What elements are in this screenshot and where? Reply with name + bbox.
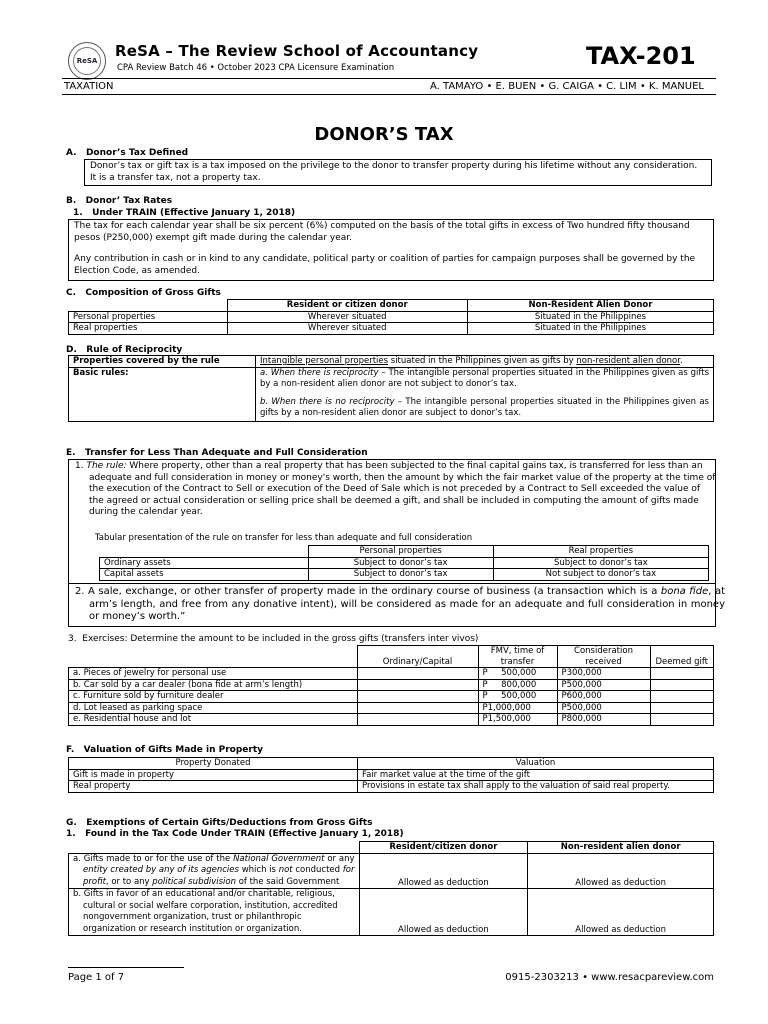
cell: P500,000 — [557, 702, 650, 714]
page-title: DONOR’S TAX — [314, 124, 454, 145]
section-b-sub: 1. Under TRAIN (Effective January 1, 2018) — [73, 208, 296, 218]
cell: P1,500,000 — [478, 714, 557, 726]
cell: P 800,000 — [478, 679, 557, 691]
table-row — [69, 853, 714, 889]
row-label: Ordinary assets — [100, 557, 309, 569]
cell: Wherever situated — [227, 311, 467, 323]
b-paragraph-2: Any contribution in cash or in kind to any candidate, political party or coalition of parties for campaign purposes shall be governed by the Election Code, as amended. — [74, 254, 696, 276]
table-row — [69, 668, 714, 680]
row-label: Properties covered by the rule — [69, 356, 256, 368]
cell: Wherever situated — [227, 323, 467, 335]
col-header: Ordinary/Capital — [357, 646, 478, 668]
text: or any — [324, 853, 355, 864]
cell — [650, 714, 714, 726]
col-header: FMV, time of transfer — [478, 646, 557, 668]
underlined-text: non-resident alien donor — [576, 356, 680, 366]
text: of the said Government — [236, 876, 340, 887]
text: conducted — [292, 865, 343, 875]
gross-gifts-table — [68, 299, 714, 335]
col-header: Personal properties — [308, 546, 493, 558]
cell: P500,000 — [557, 679, 650, 691]
blank-cell — [69, 646, 358, 668]
cell — [357, 679, 478, 691]
table-row — [100, 569, 709, 581]
section-f-heading: F. Valuation of Gifts Made in Property — [66, 745, 263, 755]
section-b-heading: B. Donor’ Tax Rates — [66, 196, 173, 206]
cell: Allowed as deduction — [359, 853, 528, 889]
cell: d. Lot leased as parking space — [69, 702, 358, 714]
cell: Situated in the Philippines — [467, 311, 713, 323]
exemption-a — [69, 853, 360, 889]
table-row — [69, 769, 714, 781]
table-row — [69, 323, 714, 335]
text: National Government — [233, 853, 325, 864]
valuation-table — [68, 757, 714, 793]
exercises-heading: 3. Exercises: Determine the amount to be included in the gross gifts (transfers inter vivos) — [68, 634, 479, 644]
cell — [357, 702, 478, 714]
text: , at arm’s length, and free from any donative intent), will be considered as made for an adequate and full consideration in money or money’s worth.” — [89, 586, 726, 622]
blank-cell — [69, 300, 228, 312]
table-row — [69, 702, 714, 714]
col-header: Deemed gift — [650, 646, 714, 668]
exemptions-table — [68, 841, 714, 936]
cell — [650, 702, 714, 714]
cell: a. Pieces of jewelry for personal use — [69, 668, 358, 680]
col-header: Property Donated — [69, 758, 358, 770]
section-g-sub: 1. Found in the Tax Code Under TRAIN (Effective January 1, 2018) — [66, 829, 404, 839]
text: 1. — [75, 461, 84, 471]
cell: Subject to donor’s tax — [493, 557, 708, 569]
col-header: Resident/citizen donor — [359, 842, 528, 854]
batch-info: CPA Review Batch 46 • October 2023 CPA Licensure Examination — [117, 63, 395, 73]
row-label: Personal properties — [69, 311, 228, 323]
basic-rules — [256, 368, 714, 422]
text: , or to any — [105, 876, 153, 887]
table-row — [69, 781, 714, 793]
text: a. When there is reciprocity — [260, 368, 379, 378]
contact-info: 0915-2303213 • www.resacpareview.com — [505, 972, 714, 983]
cell — [357, 691, 478, 703]
cell: P 500,000 — [478, 691, 557, 703]
authors: A. TAMAYO • E. BUEN • G. CAIGA • C. LIM • K. MANUEL — [429, 81, 704, 92]
section-a-box: Donor’s tax or gift tax is a tax imposed on the privilege to the donor to transfer property during his lifetime without any consideration. It is a transfer tax, not a property tax. — [84, 159, 712, 186]
section-g-heading: G. Exemptions of Certain Gifts/Deductions from Gross Gifts — [66, 818, 373, 828]
table-row — [69, 691, 714, 703]
table-row — [69, 889, 714, 936]
blank-cell — [69, 842, 360, 854]
text: entity created by any of its agencies — [83, 865, 239, 875]
text: The rule: — [86, 461, 127, 471]
table-row — [100, 557, 709, 569]
text: . — [679, 356, 683, 366]
cell: Subject to donor’s tax — [308, 557, 493, 569]
cell: P 500,000 — [478, 668, 557, 680]
blank-cell — [100, 546, 309, 558]
cell: P1,000,000 — [478, 702, 557, 714]
text: situated in the Philippines given as gifts by — [388, 356, 577, 366]
cell: P800,000 — [557, 714, 650, 726]
underlined-text: Intangible personal properties — [260, 356, 389, 366]
text: b. When there is no reciprocity — [260, 397, 395, 407]
header-rule — [62, 78, 716, 79]
section-e-heading: E. Transfer for Less Than Adequate and Full Consideration — [66, 448, 368, 458]
b-paragraph-1: The tax for each calendar year shall be six percent (6%) computed on the basis of the total gifts in excess of Two hundred fifty thousand pesos (P250,000) exempt gift made during the calendar year. — [74, 221, 690, 243]
table-caption: Tabular presentation of the rule on transfer for less than adequate and full consideration — [95, 533, 473, 543]
row-label: Capital assets — [100, 569, 309, 581]
cell: Situated in the Philippines — [467, 323, 713, 335]
text: not — [278, 865, 293, 875]
subject-label: TAXATION — [64, 81, 114, 92]
header-rule-bottom — [62, 94, 716, 95]
divider — [69, 583, 715, 584]
rule-b — [260, 397, 709, 419]
section-d-heading: D. Rule of Reciprocity — [66, 345, 183, 355]
rule-a — [260, 368, 709, 390]
footer-rule — [68, 967, 184, 968]
reciprocity-table — [68, 355, 714, 422]
table-row — [69, 714, 714, 726]
cell — [357, 714, 478, 726]
row-label: Real properties — [69, 323, 228, 335]
cell: Fair market value at the time of the gift — [358, 769, 714, 781]
cell: Real property — [69, 781, 358, 793]
cell — [357, 668, 478, 680]
col-nonresident: Non-Resident Alien Donor — [467, 300, 713, 312]
cell — [650, 668, 714, 680]
text: – The intangible personal properties situated in the Philippines given as gifts by a non-resident alien donor are not subject to donor’s tax. — [260, 368, 710, 389]
table-row — [69, 679, 714, 691]
section-b-box — [68, 219, 714, 281]
cell: c. Furniture sold by furniture dealer — [69, 691, 358, 703]
exemption-b: b. Gifts in favor of an educational and/or charitable, religious, cultural or social welfare corporation, institution, accredited nongovernment organization, trust or philanthropic organization or research institution or organization. — [69, 889, 360, 936]
page-number: Page 1 of 7 — [68, 972, 125, 983]
cell: e. Residential house and lot — [69, 714, 358, 726]
cell — [650, 691, 714, 703]
cell: b. Car sold by a car dealer (bona fide at arm’s length) — [69, 679, 358, 691]
text: bona fide — [660, 586, 709, 597]
cell: Provisions in estate tax shall apply to the valuation of said real property. — [358, 781, 714, 793]
section-a-heading: A. Donor’s Tax Defined — [66, 148, 189, 158]
cell: P300,000 — [557, 668, 650, 680]
section-c-heading: C. Composition of Gross Gifts — [66, 288, 221, 298]
col-header: Real properties — [493, 546, 708, 558]
text: – The intangible personal properties situated in the Philippines given as gifts by a non-resident alien donor are subject to donor’s tax. — [260, 397, 709, 418]
covered-properties — [256, 356, 714, 368]
row-label: Basic rules: — [69, 368, 256, 422]
cell: Gift is made in property — [69, 769, 358, 781]
cell: Allowed as deduction — [528, 889, 714, 936]
cell: Allowed as deduction — [359, 889, 528, 936]
transfer-rule-table — [99, 545, 709, 581]
text: political subdivision — [152, 876, 236, 887]
col-header: Valuation — [358, 758, 714, 770]
text: for profit — [83, 865, 355, 887]
cell: Allowed as deduction — [528, 853, 714, 889]
col-resident: Resident or citizen donor — [227, 300, 467, 312]
text: Where property, other than a real property that has been subjected to the final capital gains tax, is transferred for less than an adequate and full consideration in money or money's worth, then the amount by which the fair market value of the property at the time of the execution of the Contract to Sell or execution of the Deed of Sale which is not preceded by a Contract to Sell exceeded the value of the agreed or actual consideration or selling price shall be deemed a gift, and shall be included in computing the amount of gifts made during the calendar year. — [89, 461, 716, 518]
cell: Not subject to donor’s tax — [493, 569, 708, 581]
course-code: TAX-201 — [586, 42, 696, 70]
table-row — [69, 311, 714, 323]
rule-paragraph — [75, 461, 717, 519]
text: a. Gifts made to or for the use of the — [73, 853, 234, 864]
exercises-table — [68, 645, 714, 726]
text: 2. A sale, exchange, or other transfer of property made in the ordinary course of business (a transaction which is a — [75, 586, 661, 597]
cell: Subject to donor’s tax — [308, 569, 493, 581]
ordinary-course-paragraph — [75, 586, 725, 624]
section-e-box — [68, 459, 726, 627]
col-header: Non-resident alien donor — [528, 842, 714, 854]
text: which is — [238, 865, 279, 875]
school-name: ReSA – The Review School of Accountancy — [115, 42, 479, 60]
cell — [650, 679, 714, 691]
resa-logo: ReSA — [68, 42, 106, 80]
cell: P600,000 — [557, 691, 650, 703]
col-header: Consideration received — [557, 646, 650, 668]
